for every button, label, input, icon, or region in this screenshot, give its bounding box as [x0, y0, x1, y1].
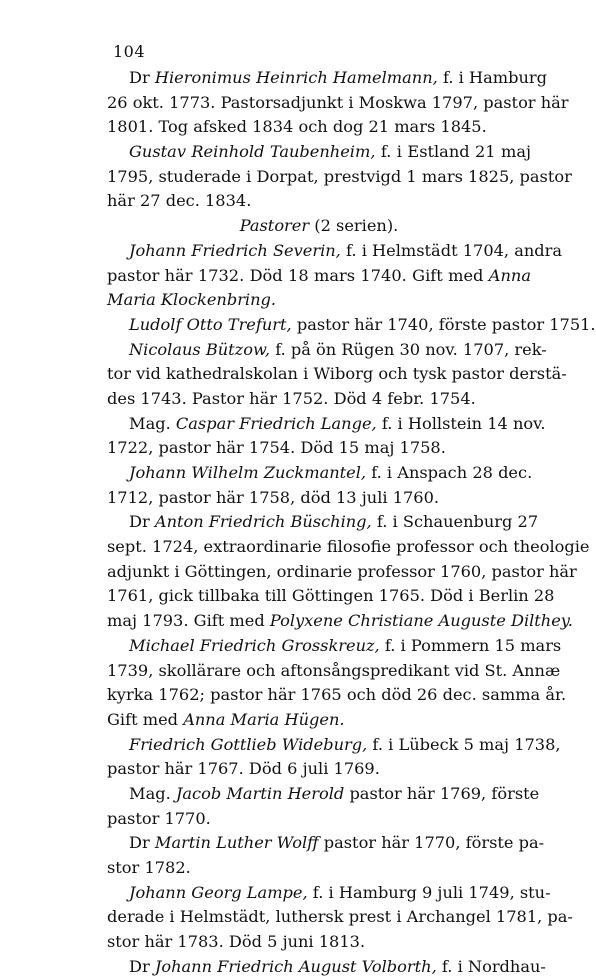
- text-segment: Gift med: [107, 709, 184, 729]
- text-line: [107, 535, 590, 560]
- text-line: [107, 412, 546, 437]
- text-line: [107, 486, 531, 511]
- text-segment: pastor här 1770, förste pa-: [318, 833, 545, 853]
- text-line: [107, 807, 531, 832]
- person-name: Ludolf Otto Trefurt,: [129, 314, 292, 334]
- text-line: [107, 510, 539, 535]
- text-line: [107, 733, 561, 758]
- text-segment: Mag.: [129, 783, 176, 803]
- text-segment: stor 1782.: [107, 858, 191, 877]
- person-name: Johann Friedrich August Volborth,: [154, 956, 437, 976]
- text-segment: maj 1793. Gift med: [107, 611, 270, 631]
- text-segment: stor här 1783. Död 5 juni 1813.: [107, 932, 366, 952]
- page-body-text: [107, 66, 596, 979]
- text-line: [107, 930, 531, 955]
- text-line: [107, 91, 569, 116]
- text-segment: 1722, pastor här 1754. Död 15 maj 1758.: [107, 438, 446, 458]
- text-segment: här 27 dec. 1834.: [107, 191, 252, 211]
- text-line: [107, 757, 531, 782]
- text-line: [107, 288, 531, 313]
- text-segment: pastor här 1732. Död 18 mars 1740. Gift med: [107, 265, 489, 285]
- person-name: Anna: [488, 265, 531, 285]
- text-segment: 1761, gick tillbaka till Göttingen 1765. Död i Berlin 28: [107, 586, 555, 606]
- text-segment: 1712, pastor här 1758, död 13 juli 1760.: [107, 487, 440, 507]
- person-name: Friedrich Gottlieb Wideburg,: [129, 734, 368, 754]
- text-line: [107, 955, 546, 979]
- text-segment: sept. 1724, extraordinarie filosofie professor och theologie: [107, 537, 590, 557]
- text-segment: Dr: [129, 833, 155, 853]
- text-segment: 1795, studerade i Dorpat, prestvigd 1 mars 1825, pastor: [107, 166, 572, 186]
- text-line: [107, 140, 531, 165]
- text-line: [107, 560, 577, 585]
- text-segment: f. i Lübeck 5 maj 1738,: [367, 734, 561, 754]
- person-name: Martin Luther Wolff: [154, 833, 319, 853]
- text-segment: Dr: [129, 68, 155, 87]
- text-segment: pastor här 1769, förste: [344, 783, 540, 803]
- person-name: Nicolaus Bützow,: [129, 339, 271, 359]
- text-line: [107, 436, 531, 461]
- text-segment: Mag.: [129, 413, 176, 433]
- text-line: [107, 362, 567, 387]
- text-line: [107, 338, 547, 363]
- text-line: [107, 856, 531, 881]
- text-segment: f. i Hamburg: [437, 68, 547, 87]
- text-segment: 1801. Tog afsked 1834 och dog 21 mars 1845.: [107, 117, 487, 137]
- text-line: [107, 387, 531, 412]
- text-segment: f. i Hamburg 9 juli 1749, stu-: [307, 882, 551, 902]
- text-line: [107, 881, 551, 906]
- text-segment: Dr: [129, 956, 155, 976]
- text-line: [107, 659, 561, 684]
- person-name: Hieronimus Heinrich Hamelmann,: [154, 68, 438, 87]
- person-name: Johann Friedrich Severin,: [129, 240, 341, 260]
- text-segment: f. i Estland 21 maj: [375, 142, 532, 162]
- text-line: [107, 831, 545, 856]
- text-segment: f. i Helmstädt 1704, andra: [340, 240, 563, 260]
- text-segment: derade i Helmstädt, luthersk prest i Archangel 1781, pa-: [107, 907, 573, 927]
- text-segment: kyrka 1762; pastor här 1765 och död 26 dec. samma år.: [107, 685, 567, 705]
- text-line: [107, 115, 531, 140]
- text-segment: f. i Hollstein 14 nov.: [376, 413, 546, 433]
- text-line: [107, 584, 555, 609]
- person-name: Johann Wilhelm Zuckmantel,: [129, 463, 367, 482]
- text-segment: f. på ön Rügen 30 nov. 1707, rek-: [270, 339, 547, 359]
- text-segment: pastor 1770.: [107, 808, 211, 828]
- text-line: [107, 313, 596, 338]
- text-segment: pastor här 1767. Död 6 juli 1769.: [107, 759, 380, 779]
- section-heading: [107, 214, 531, 239]
- person-name: Gustav Reinhold Taubenheim,: [129, 142, 376, 162]
- text-line: [107, 239, 563, 264]
- text-segment: f. i Pommern 15 mars: [379, 635, 562, 655]
- text-line: [107, 708, 531, 733]
- text-segment: pastor här 1740, förste pastor 1751.: [291, 314, 596, 334]
- person-name: Maria Klockenbring.: [107, 290, 277, 310]
- text-segment: f. i Anspach 28 dec.: [366, 463, 533, 482]
- text-line: [107, 683, 567, 708]
- text-segment: adjunkt i Göttingen, ordinarie professor 1760, pastor här: [107, 561, 577, 581]
- person-name: Pastorer: [239, 216, 310, 236]
- text-line: [107, 165, 572, 190]
- text-line: [107, 461, 531, 486]
- text-segment: des 1743. Pastor här 1752. Död 4 febr. 1754.: [107, 388, 476, 408]
- text-segment: 1739, skollärare och aftonsångspredikant vid St. Annæ: [107, 660, 561, 680]
- person-name: Anton Friedrich Büsching,: [154, 512, 372, 532]
- text-line: [107, 905, 573, 930]
- person-name: Anna Maria Hügen.: [183, 709, 345, 729]
- text-line: [107, 782, 540, 807]
- person-name: Jacob Martin Herold: [175, 783, 345, 803]
- text-segment: tor vid kathedralskolan i Wiborg och tysk pastor derstä-: [107, 364, 567, 384]
- text-segment: f. i Nordhau-: [436, 956, 546, 976]
- text-segment: Dr: [129, 512, 155, 532]
- person-name: Johann Georg Lampe,: [129, 882, 308, 902]
- text-segment: f. i Schauenburg 27: [371, 512, 539, 532]
- person-name: Caspar Friedrich Lange,: [175, 413, 377, 433]
- text-segment: (2 serien).: [309, 216, 399, 236]
- person-name: Polyxene Christiane Auguste Dilthey.: [269, 611, 573, 631]
- text-line: [107, 634, 562, 659]
- text-line: [107, 66, 547, 91]
- text-segment: 26 okt. 1773. Pastorsadjunkt i Moskwa 1797, pastor här: [107, 92, 569, 112]
- page-number: 104: [113, 42, 146, 61]
- person-name: Michael Friedrich Grosskreuz,: [129, 635, 380, 655]
- text-line: [107, 189, 531, 214]
- text-line: [107, 609, 573, 634]
- text-line: [107, 264, 531, 289]
